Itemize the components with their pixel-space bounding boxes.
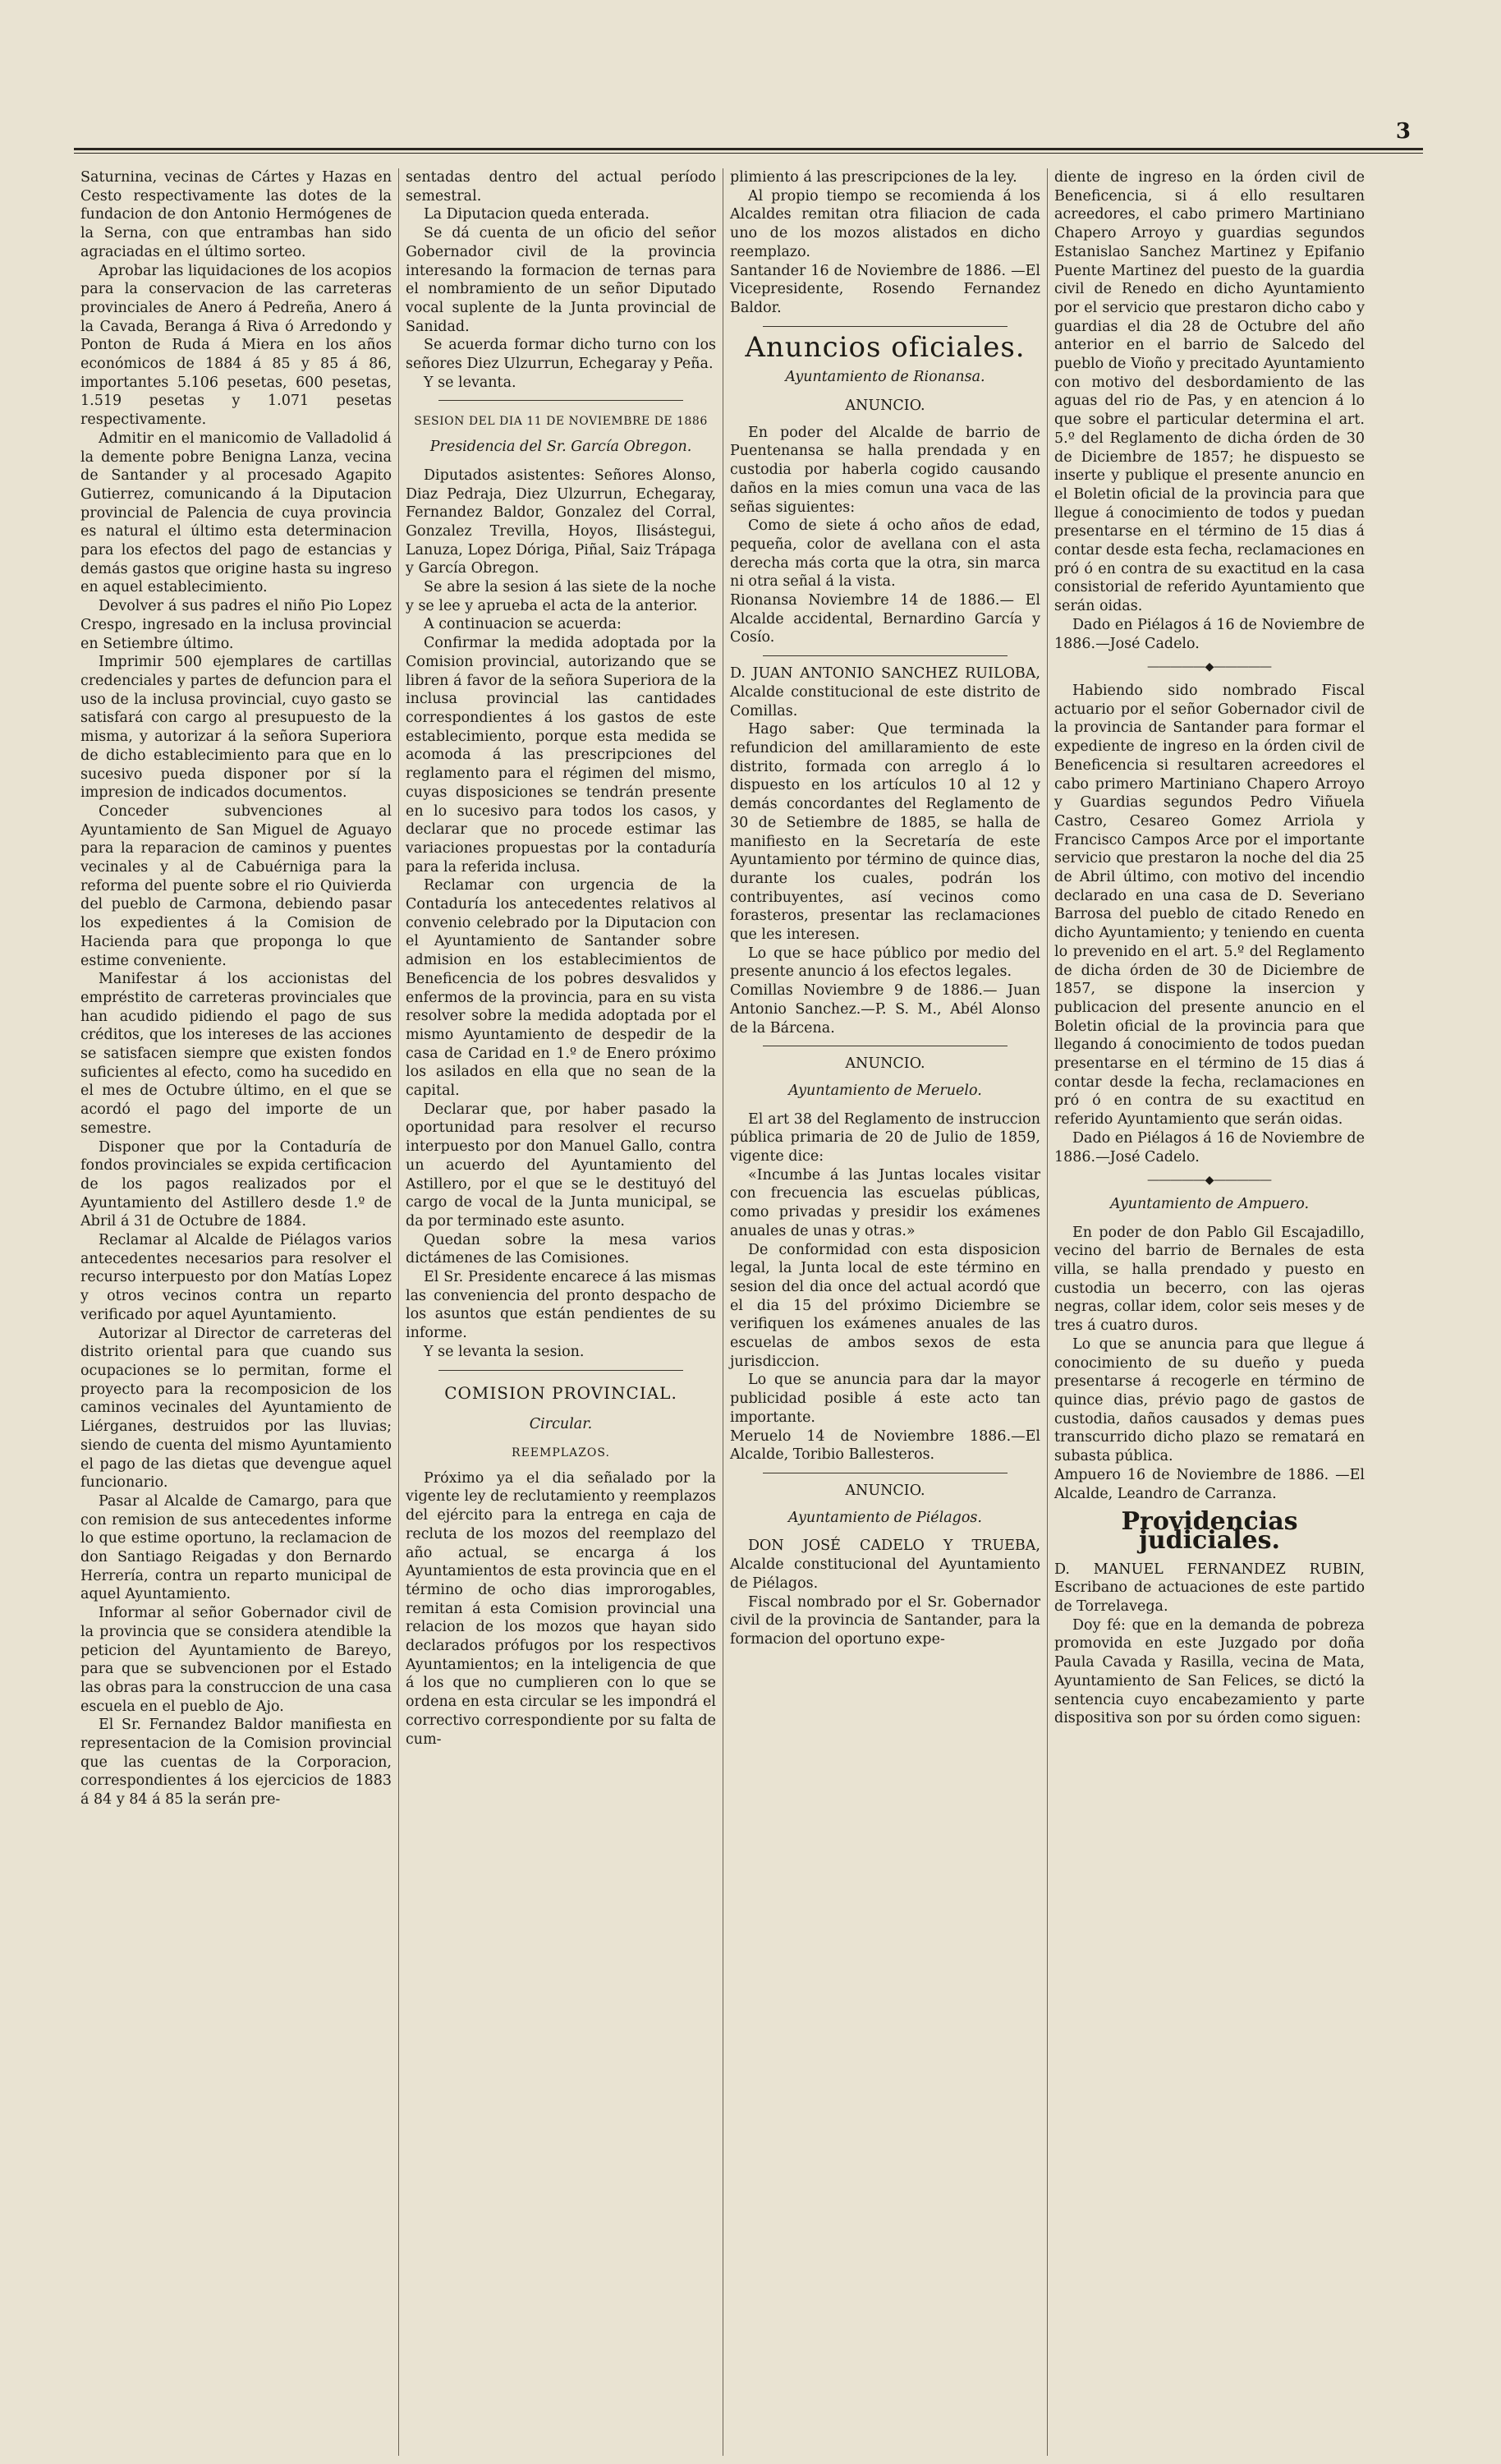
- ornament-separator: ―――――◆―――――: [1147, 1174, 1272, 1188]
- presidency: Presidencia del Sr. García Obregon.: [429, 439, 692, 456]
- paragraph: Quedan sobre la mesa varios dictámenes de las Comisiones.: [406, 1231, 716, 1267]
- separator: [763, 326, 1008, 327]
- signature: Ampuero 16 de Noviembre de 1886. —El Alcalde, Leandro de Carranza.: [1054, 1466, 1365, 1502]
- session-body: [406, 467, 716, 1362]
- paragraph: El Sr. Presidente encarece á las mismas las conveniencia del pronto despacho de los asuntos que están pendientes de su informe.: [406, 1269, 716, 1342]
- paragraph: Confirmar la medida adoptada por la Comision provincial, autorizando que se libren á favor de la señora Superiora de la inclusa provincial las cantidades correspondientes á los gastos de este establecimiento, porque esta medida se acomoda á las prescripciones del reglamento para el régimen del mismo, cuyas disposiciones se tendrán presente en lo sucesivo para todos los casos, y declarar que no procede estimar las variaciones propuestas por la contaduría para la referida inclusa.: [406, 635, 716, 876]
- paragraph: Lo que se hace público por medio del presente anuncio á los efectos legales.: [730, 945, 1040, 981]
- anuncio-heading: ANUNCIO.: [845, 1483, 925, 1499]
- rubin-heading: D. MANUEL FERNANDEZ RUBIN, Escribano de actuaciones de este partido de Torrelavega.: [1054, 1561, 1365, 1616]
- paragraph: Se dá cuenta de un oficio del señor Gobernador civil de la provincia interesando la formacion de ternas para el nombramiento de un señor Diputado vocal suplente de la Junta provincial de Sanidad.: [406, 225, 716, 335]
- paragraph: Fiscal nombrado por el Sr. Gobernador civil de la provincia de Santander, para la formacion del oportuno expe-: [730, 1593, 1040, 1648]
- reemplazos-label: REEMPLAZOS.: [512, 1446, 610, 1460]
- paragraph: Imprimir 500 ejemplares de cartillas credenciales y partes de defuncion para el uso de la inclusa provincial, cuyo gasto se satisfará con cargo al presupuesto de la misma, y autorizar á la señora Superiora de dicho establecimiento para que en lo sucesivo pueda disponer por sí la impresion de indicados documentos.: [80, 654, 392, 802]
- rionansa-body: [730, 424, 1040, 591]
- signature: Rionansa Noviembre 14 de 1886.— El Alcalde accidental, Bernardino García y Cosío.: [730, 592, 1040, 646]
- signature: Meruelo 14 de Noviembre 1886.—El Alcalde, Toribio Ballesteros.: [730, 1427, 1040, 1464]
- header-rule-thin: [74, 153, 1423, 154]
- paragraph: Disponer que por la Contaduría de fondos provinciales se expida certificacion de los pagos realizados por el Ayuntamiento del Astillero desde 1.º de Abril á 31 de Octubre de 1884.: [80, 1138, 392, 1230]
- paragraph: Conceder subvenciones al Ayuntamiento de San Miguel de Aguayo para la reparacion de caminos y puentes vecinales y al de Cabuérniga para la reforma del puente sobre el rio Quivierda del pueblo de Carmona, debiendo pasar los expedientes á la Comision de Hacienda para que proponga lo que estime conveniente.: [80, 802, 392, 969]
- pielagos-name: DON JOSÉ CADELO Y TRUEBA, Alcalde constitucional del Ayuntamiento de Piélagos.: [730, 1538, 1040, 1592]
- rubin-body: [1054, 1616, 1365, 1728]
- paragraph: Aprobar las liquidaciones de los acopios para la conservacion de las carreteras provinciales de Anero á Pedreña, Anero á la Cavada, Beranga á Riva ó Arredondo y Ponton de Ruda á Miera en los años económicos de 1884 á 85 y 85 á 86, importantes 5.106 pesetas, 600 pesetas, 1.519 pesetas y 1.071 pesetas respectivamente.: [80, 262, 392, 429]
- column-1: [74, 168, 398, 2456]
- newspaper-columns: [74, 168, 1425, 2456]
- signature: Comillas Noviembre 9 de 1886.— Juan Antonio Sanchez.—P. S. M., Abél Alonso de la Bárcena.: [730, 982, 1040, 1037]
- paragraph: Se acuerda formar dicho turno con los señores Diez Ulzurrun, Echegaray y Peña.: [406, 337, 716, 373]
- anuncio-heading: ANUNCIO.: [845, 398, 925, 415]
- fiscal-body: [1054, 682, 1365, 1129]
- paragraph: Informar al señor Gobernador civil de la provincia que se considera atendible la peticion del Ayuntamiento de Bareyo, para que se subvencionen por el Estado las obras para la construccion de una casa escuela en el pueblo de Ajo.: [80, 1605, 392, 1715]
- anuncios-title: Anuncios oficiales.: [745, 330, 1026, 364]
- column-4: [1047, 168, 1371, 2456]
- paragraph: Como de siete á ocho años de edad, pequeña, color de avellana con el asta derecha más corta que la otra, sin marca ni otra señal á la vista.: [730, 517, 1040, 591]
- paragraph: Diputados asistentes: Señores Alonso, Diaz Pedraja, Diez Ulzurrun, Echegaray, Fernandez Baldor, Gonzalez del Corral, Gonzalez Trevilla, Hoyos, Ilisástegui, Lanuza, Lopez Dóriga, Piñal, Saiz Trápaga y García Obregon.: [406, 467, 716, 577]
- comillas-body: [730, 720, 1040, 981]
- paragraph: Declarar que, por haber pasado la oportunidad para resolver el recurso interpuesto por don Manuel Gallo, contra un acuerdo del Ayuntamiento del Astillero, por el que se le destituyó del cargo de vocal de la Junta municipal, se da por terminado este asunto.: [406, 1101, 716, 1230]
- anuncio-heading: ANUNCIO.: [845, 1055, 925, 1073]
- col3-intro: [730, 168, 1040, 262]
- paragraph: La Diputacion queda enterada.: [424, 206, 650, 223]
- paragraph: El Sr. Fernandez Baldor manifiesta en representacion de la Comision provincial que las cuentas de la Corporacion, correspondientes á los ejercicios de 1883 á 84 y 84 á 85 la serán pre-: [80, 1717, 392, 1809]
- column-3: [723, 168, 1047, 2456]
- meruelo-body: [730, 1110, 1040, 1427]
- separator: [438, 1370, 683, 1371]
- pielagos-body: [730, 1593, 1040, 1649]
- signature: Dado en Piélagos á 16 de Noviembre de 1886.—José Cadelo.: [1054, 1129, 1365, 1165]
- paragraph: Reclamar al Alcalde de Piélagos varios antecedentes necesarios para resolver el recurso interpuesto por don Matías Lopez y otros vecinos contra un reparto verificado por aquel Ayuntamiento.: [80, 1232, 392, 1323]
- ayuntamiento-pielagos: Ayuntamiento de Piélagos.: [788, 1509, 982, 1526]
- ayuntamiento-rionansa: Ayuntamiento de Rionansa.: [785, 369, 985, 386]
- paragraph: «Incumbe á las Juntas locales visitar con frecuencia las escuelas públicas, como privadas y presidir los exámenes anuales de unas y otras.»: [730, 1166, 1040, 1239]
- paragraph: Autorizar al Director de carreteras del distrito oriental para que cuando sus ocupaciones se lo permitan, forme el proyecto para la recomposicion de los caminos vecinales del Ayuntamiento de Liérganes, destruidos por las lluvias; siendo de cuenta del mismo Ayuntamiento el pago de las dietas que devengue aquel funcionario.: [80, 1325, 392, 1492]
- separator: [438, 400, 683, 401]
- paragraph: El art 38 del Reglamento de instruccion pública primaria de 20 de Julio de 1859, vigente dice:: [730, 1110, 1040, 1165]
- ayuntamiento-meruelo: Ayuntamiento de Meruelo.: [788, 1082, 982, 1099]
- paragraph: diente de ingreso en la órden civil de Beneficencia, si á ello resultaren acreedores, el cabo primero Martiniano Chapero Arroyo y guardias segundos Estanislao Sanchez Martinez y Epifanio Puente Martinez del puesto de la guardia civil de Renedo en dicho Ayuntamiento por el servicio que prestaron dicho cabo y guardias el dia 28 de Octubre del año anterior en el barrio de Salcedo del pueblo de Vioño y precitado Ayuntamiento con motivo del desbordamiento de las aguas del rio de Pas, y en atencion á lo que sobre el particular determina el art. 5.º del Reglamento de dicha órden de 30 de Diciembre de 1857; he dispuesto se inserte y publique el presente anuncio en el Boletin oficial de la provincia para que llegue á conocimiento de todos y puedan presentarse en el término de 15 dias á contar desde esta fecha, reclamaciones en pró ó en contra de su exactitud en la casa consistorial de referido Ayuntamiento que serán oidas.: [1054, 169, 1365, 615]
- ampuero-body: [1054, 1224, 1365, 1466]
- paragraph: Habiendo sido nombrado Fiscal actuario por el señor Gobernador civil de la provincia de Santander para formar el expediente de ingreso en la órden civil de Beneficencia si resultaren acreedores el cabo primero Martiniano Chapero Arroyo y Guardias segundos Pedro Viñuela Castro, Cesareo Gomez Arriola y Francisco Campos Arce por el importante servicio que prestaron la noche del dia 25 de Abril último, con motivo del incendio declarado en una casa de D. Severiano Barrosa del pueblo de citado Renedo en dicho Ayuntamiento; y teniendo en cuenta lo prevenido en el art. 5.º del Reglamento de dicha órden de 30 de Diciembre de 1857, se dispone la insercion y publicacion del presente anuncio en el Boletin oficial de la provincia para que llegando á conocimiento de todos puedan presentarse en el término de 15 dias á contar desde la fecha, reclamaciones en pró ó en contra de su exactitud en referido Ayuntamiento que serán oidas.: [1054, 682, 1365, 1129]
- paragraph: Saturnina, vecinas de Cártes y Hazas en Cesto respectivamente las dotes de la fundacion de don Antonio Hermógenes de la Serna, con que entrambas han sido agraciadas en el último sorteo.: [80, 169, 392, 260]
- paragraph: En poder de don Pablo Gil Escajadillo, vecino del barrio de Bernales de esta villa, se halla prendado y puesto en custodia un becerro, con las ojeras negras, collar idem, color seis meses y de tres á cuatro duros.: [1054, 1224, 1365, 1335]
- paragraph: Al propio tiempo se recomienda á los Alcaldes remitan otra filiacion de cada uno de los mozos alistados en dicho reemplazo.: [730, 187, 1040, 260]
- paragraph: Doy fé: que en la demanda de pobreza promovida en este Juzgado por doña Paula Cavada y Rasilla, vecina de Mata, Ayuntamiento de San Felices, se dictó la sentencia cuyo encabezamiento y parte dispositiva son por su órden como siguen:: [1054, 1616, 1365, 1727]
- paragraph: Admitir en el manicomio de Valladolid á la demente pobre Benigna Lanza, vecina de Santander y al procesado Agapito Gutierrez, comunicando á la Diputacion provincial de Palencia de cuya provincia es natural el último esta determinacion para los efectos del pago de estancias y demás gastos que origine hasta su ingreso en aquel establecimiento.: [80, 430, 392, 596]
- paragraph: Y se levanta la sesion.: [424, 1343, 585, 1360]
- paragraph: Devolver á sus padres el niño Pio Lopez Crespo, ingresado en la inclusa provincial en Setiembre último.: [80, 598, 392, 652]
- paragraph: Se abre la sesion á las siete de la noche y se lee y aprueba el acta de la anterior.: [406, 579, 716, 614]
- paragraph: Próximo ya el dia señalado por la vigente ley de reclutamiento y reemplazos del ejército para la entrega en caja de recluta de los mozos del reemplazo del año actual, se encarga á los Ayuntamientos de esta provincia que en el término de ocho dias improrogables, remitan á esta Comision provincial una relacion de los mozos que hayan sido declarados prófugos por los respectivos Ayuntamientos; en la inteligencia de que á los que no cumplieren con lo que se ordena en esta circular se les impondrá el correctivo correspondiente por su falta de cum-: [406, 1469, 716, 1748]
- providencias-title: Providencias judiciales.: [1121, 1507, 1298, 1555]
- paragraph: Manifestar á los accionistas del empréstito de carreteras provinciales que han acudido pidiendo el pago de sus créditos, que los intereses de las acciones se satisfacen siempre que existen fondos suficientes al efecto, como ha sucedido en el mes de Octubre último, en el que se acordó el pago del importe de un semestre.: [80, 971, 392, 1137]
- paragraph: De conformidad con esta disposicion legal, la Junta local de este término en sesion del dia once del actual acordó que el dia 15 del próximo Diciembre se verifiquen los exámenes anuales de las escuelas de ambos sexos de esta jurisdiccion.: [730, 1241, 1040, 1370]
- paragraph: Pasar al Alcalde de Camargo, para que con remision de sus antecedentes informe lo que estime oportuno, la reclamacion de don Santiago Reigadas y don Bernardo Herrería, contra un reparto municipal de aquel Ayuntamiento.: [80, 1492, 392, 1603]
- paragraph: sentadas dentro del actual período semestral.: [406, 169, 716, 205]
- signature: Dado en Piélagos á 16 de Noviembre de 1886.—José Cadelo.: [1054, 616, 1365, 652]
- page-number: 3: [1395, 119, 1411, 144]
- paragraph: Hago saber: Que terminada la refundicion del amillaramiento de este distrito, formada con arreglo á lo dispuesto en los artículos 10 al 12 y demás concordantes del Reglamento de 30 de Setiembre de 1885, se halla de manifiesto en la Secretaría de este Ayuntamiento por término de quince dias, durante los cuales, podrán los contribuyentes, así vecinos como forasteros, presentar las reclamaciones que les interesen.: [730, 721, 1040, 944]
- paragraph: En poder del Alcalde de barrio de Puentenansa se halla prendada y en custodia por haberla cogido causando daños en la mies comun una vaca de las señas siguientes:: [730, 424, 1040, 516]
- paragraph: Reclamar con urgencia de la Contaduría los antecedentes relativos al convenio celebrado por la Diputacion con el Ayuntamiento de Santander sobre admision en los establecimientos de Beneficencia de los pobres desvalidos y enfermos de la provincia, para en su vista resolver sobre la medida adoptada por el mismo Ayuntamiento de despedir de la casa de Caridad en 1.º de Enero próximo los asilados en ella que no sean de la capital.: [406, 877, 716, 1100]
- paragraph: Lo que se anuncia para dar la mayor publicidad posible á este acto tan importante.: [730, 1372, 1040, 1426]
- ayuntamiento-ampuero: Ayuntamiento de Ampuero.: [1109, 1195, 1310, 1212]
- session-title: SESION DEL DIA 11 DE NOVIEMBRE DE 1886: [414, 415, 708, 429]
- paragraph: A continuacion se acuerda:: [424, 616, 622, 633]
- header-rule: [74, 148, 1423, 150]
- paragraph: plimiento á las prescripciones de la ley.: [730, 169, 1017, 186]
- paragraph: Y se levanta.: [424, 374, 516, 391]
- ornament-separator: ―――――◆―――――: [1147, 660, 1272, 674]
- comillas-heading: D. JUAN ANTONIO SANCHEZ RUILOBA, Alcalde constitucional de este distrito de Comillas.: [730, 665, 1040, 719]
- col2-intro: [406, 168, 716, 392]
- column-2: [398, 168, 723, 2456]
- circular-label: Circular.: [529, 1416, 593, 1433]
- separator: [763, 655, 1008, 656]
- paragraph: Lo que se anuncia para que llegue á conocimiento de su dueño y pueda presentarse á recogerle en término de quince dias, prévio pago de gastos de custodia, daños causados y demas pues transcurrido dicho plazo se rematará en subasta pública.: [1054, 1335, 1365, 1465]
- signature: Santander 16 de Noviembre de 1886. —El Vicepresidente, Rosendo Fernandez Baldor.: [730, 262, 1040, 316]
- comision-title: COMISION PROVINCIAL.: [444, 1382, 677, 1403]
- pielagos-continued: [1054, 168, 1365, 616]
- circular-body: [406, 1469, 716, 1749]
